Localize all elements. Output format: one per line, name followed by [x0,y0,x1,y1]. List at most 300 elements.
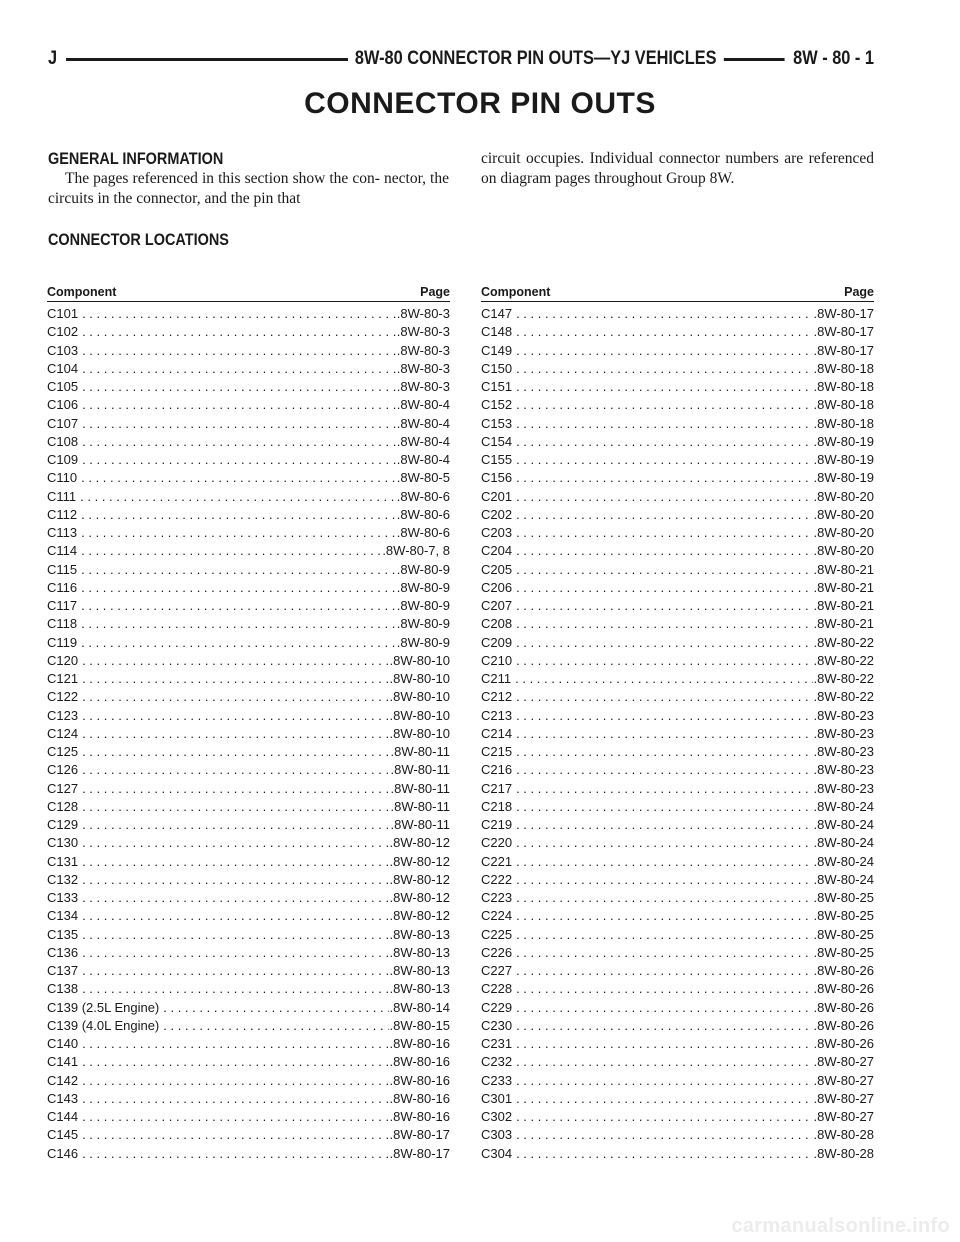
dot-leader [81,561,396,579]
connector-row [481,980,874,998]
dot-leader [81,579,396,597]
connector-row [481,378,874,396]
connector-row [481,1126,874,1144]
connector-row [481,524,874,542]
connector-page-ref: .8W-80-6 [396,506,450,522]
connector-page-ref: .8W-80-21 [813,579,874,595]
connector-id: C130 [47,835,79,851]
connector-id: C128 [47,798,79,814]
connector-id: C123 [47,707,79,723]
column-header-component: Component [47,285,117,299]
dot-leader [81,524,396,542]
connector-row [47,816,450,834]
dot-leader [516,926,812,944]
general-information-heading: GENERAL INFORMATION [48,149,224,168]
connector-id: C135 [47,926,79,942]
connector-id: C208 [481,616,513,632]
connector-page-ref: .8W-80-12 [389,871,450,887]
connector-row [481,396,874,414]
connector-id: C214 [481,725,513,741]
connector-page-ref: .8W-80-10 [389,652,450,668]
connector-page-ref: .8W-80-16 [389,1054,450,1070]
connector-row [47,433,450,451]
connector-page-ref: .8W-80-12 [389,908,450,924]
connector-row [47,360,450,378]
connector-page-ref: .8W-80-27 [813,1072,874,1088]
connector-row [47,670,450,688]
dot-leader [82,816,389,834]
connector-id: C150 [481,360,513,376]
connector-id: C204 [481,543,513,559]
connector-page-ref: .8W-80-9 [396,579,450,595]
connector-row [47,305,450,323]
dot-leader [163,999,388,1017]
connector-row [47,944,450,962]
dot-leader [163,1017,388,1035]
connector-id: C225 [481,926,513,942]
connector-id: C144 [47,1109,79,1124]
dot-leader [516,415,812,433]
connector-page-ref: .8W-80-9 [396,561,450,577]
dot-leader [516,506,812,524]
dot-leader [82,305,396,323]
dot-leader [516,834,812,852]
connector-row [481,834,874,852]
dot-leader [81,542,381,560]
dot-leader [516,761,812,779]
connector-id: C211 [481,671,512,686]
dot-leader [516,725,812,743]
connector-id: C121 [47,671,79,686]
connector-row [47,907,450,925]
connector-page-ref: .8W-80-26 [813,1036,874,1051]
connector-id: C210 [481,652,513,668]
connector-id: C218 [481,798,513,814]
connector-row [47,962,450,980]
dot-leader [81,469,396,487]
connector-row [481,652,874,670]
connector-page-ref: .8W-80-11 [390,817,450,832]
connector-id: C230 [481,1017,513,1033]
dot-leader [516,1090,812,1108]
connector-row [481,889,874,907]
connector-id: C137 [47,963,79,978]
dot-leader [82,761,389,779]
connector-id: C107 [47,415,79,431]
connector-id: C152 [481,397,513,413]
connector-rows-right [481,305,874,1163]
connector-page-ref: .8W-80-21 [813,561,874,577]
dot-leader [516,342,812,360]
dot-leader [516,378,812,396]
connector-id: C113 [47,525,78,540]
dot-leader [516,615,812,633]
connector-id: C209 [481,634,513,650]
connector-id: C134 [47,908,79,924]
connector-id: C105 [47,379,79,394]
connector-id: C212 [481,689,513,705]
dot-leader [516,1108,812,1126]
connector-row [481,944,874,962]
connector-page-ref: .8W-80-26 [813,963,874,978]
connector-row [481,1053,874,1071]
connector-id: C229 [481,999,513,1015]
connector-page-ref: .8W-80-4 [396,397,450,413]
header-section-letter: J [48,43,66,75]
column-header-page: Page [420,285,450,299]
connector-id: C139 (2.5L Engine) [47,999,160,1015]
connector-row [47,1090,450,1108]
dot-leader [82,725,388,743]
connector-id: C110 [47,470,78,486]
connector-id: C112 [47,506,78,522]
connector-page-ref: .8W-80-15 [389,1017,450,1033]
dot-leader [82,1108,388,1126]
connector-id: C156 [481,470,513,486]
connector-page-ref: .8W-80-18 [813,360,874,376]
connector-page-ref: .8W-80-20 [813,525,874,540]
connector-page-ref: .8W-80-23 [813,707,874,723]
connector-row [47,743,450,761]
connector-page-ref: .8W-80-3 [396,342,450,358]
connector-row [47,597,450,615]
connector-page-ref: .8W-80-21 [813,598,874,613]
connector-row [481,1072,874,1090]
dot-leader [82,1090,388,1108]
connector-id: C138 [47,981,79,997]
connector-id: C213 [481,707,513,723]
connector-id: C148 [481,324,513,340]
connector-row [481,579,874,597]
connector-row [481,999,874,1017]
connector-id: C102 [47,324,79,340]
connector-id: C221 [481,853,513,869]
dot-leader [82,1035,388,1053]
column-header [481,284,874,302]
connector-row [47,707,450,725]
connector-id: C116 [47,579,78,595]
dot-leader [82,962,388,980]
connector-id: C131 [47,853,79,869]
connector-id: C223 [481,890,513,905]
connector-id: C106 [47,397,79,413]
connector-row [481,433,874,451]
connector-row [47,342,450,360]
connector-page-ref: .8W-80-23 [813,744,874,759]
connector-row [47,1126,450,1144]
connector-row [481,451,874,469]
connector-page-ref: .8W-80-17 [813,324,874,340]
connector-page-ref: .8W-80-20 [813,506,874,522]
connector-row [47,1072,450,1090]
connector-row [47,1035,450,1053]
connector-page-ref: .8W-80-22 [813,689,874,705]
connector-id: C141 [47,1054,79,1070]
connector-page-ref: .8W-80-9 [396,634,450,650]
connector-page-ref: .8W-80-17 [389,1127,450,1143]
connector-id: C233 [481,1072,513,1088]
connector-row [481,926,874,944]
connector-id: C126 [47,762,79,778]
connector-id: C206 [481,579,513,595]
dot-leader [82,944,388,962]
connector-id: C155 [481,452,513,467]
connector-page-ref: .8W-80-24 [813,798,874,814]
dot-leader [82,652,388,670]
connector-row [481,634,874,652]
connector-row [47,561,450,579]
dot-leader [82,980,388,998]
connector-row [47,688,450,706]
connector-page-ref: .8W-80-17 [813,306,874,321]
connector-row [481,1108,874,1126]
connector-row [47,980,450,998]
connector-page-ref: .8W-80-9 [396,616,450,632]
connector-page-ref: .8W-80-20 [813,488,874,504]
connector-id: C133 [47,890,79,905]
connector-page-ref: .8W-80-19 [813,452,874,467]
connector-row [481,360,874,378]
connector-page-ref: .8W-80-26 [813,981,874,997]
connector-row [481,871,874,889]
watermark-text: carmanualsonline.info [731,1215,950,1237]
connector-row [481,561,874,579]
dot-leader [516,305,812,323]
connector-row [47,926,450,944]
connector-page-ref: .8W-80-18 [813,415,874,431]
connector-row [47,469,450,487]
connector-row [481,1145,874,1163]
connector-id: C227 [481,963,513,978]
connector-page-ref: .8W-80-12 [389,853,450,869]
dot-leader [516,780,812,798]
connector-page-ref: .8W-80-13 [389,981,450,997]
connector-id: C143 [47,1090,79,1106]
connector-row [47,396,450,414]
dot-leader [81,615,396,633]
connector-id: C228 [481,981,513,997]
connector-page-ref: .8W-80-25 [813,944,874,960]
connector-id: C111 [47,488,77,504]
dot-leader [516,488,812,506]
connector-id: C301 [481,1090,513,1106]
connector-page-ref: .8W-80-13 [389,963,450,978]
connector-page-ref: .8W-80-17 [389,1145,450,1161]
connector-locations-heading: CONNECTOR LOCATIONS [48,230,229,249]
connector-row [481,615,874,633]
dot-leader [515,670,812,688]
dot-leader [516,688,812,706]
connector-row [47,889,450,907]
dot-leader [516,944,812,962]
connector-row [47,579,450,597]
connector-page-ref: .8W-80-16 [389,1090,450,1106]
connector-id: C124 [47,725,79,741]
connector-row [47,652,450,670]
page-header [48,43,874,77]
connector-id: C146 [47,1145,79,1161]
connector-page-ref: .8W-80-18 [813,397,874,413]
connector-id: C220 [481,835,513,851]
connector-page-ref: .8W-80-13 [389,944,450,960]
dot-leader [516,433,812,451]
dot-leader [516,1145,812,1163]
connector-id: C153 [481,415,513,431]
connector-row [481,1035,874,1053]
connector-id: C104 [47,360,79,376]
dot-leader [516,542,812,560]
connector-row [481,542,874,560]
connector-page-ref: .8W-80-11 [390,744,450,759]
dot-leader [81,506,396,524]
connector-row [481,907,874,925]
connector-page-ref: .8W-80-13 [389,926,450,942]
dot-leader [82,342,396,360]
connector-id: C118 [47,616,78,632]
dot-leader [82,798,389,816]
connector-id: C136 [47,944,79,960]
connector-page-ref: .8W-80-17 [813,342,874,358]
connector-row [47,378,450,396]
dot-leader [516,962,812,980]
dot-leader [82,451,396,469]
connector-page-ref: .8W-80-22 [813,634,874,650]
dot-leader [516,853,812,871]
dot-leader [516,597,812,615]
connector-row [481,1017,874,1035]
connector-row [47,1145,450,1163]
connector-page-ref: .8W-80-14 [389,999,450,1015]
connector-id: C151 [481,379,513,394]
connector-page-ref: .8W-80-26 [813,999,874,1015]
connector-row [481,1090,874,1108]
connector-id: C142 [47,1072,79,1088]
connector-id: C202 [481,506,513,522]
dot-leader [82,1053,388,1071]
dot-leader [82,360,396,378]
dot-leader [516,1035,812,1053]
connector-row [481,743,874,761]
connector-page-ref: .8W-80-19 [813,433,874,449]
dot-leader [81,597,396,615]
connector-page-ref: .8W-80-25 [813,890,874,905]
dot-leader [516,1072,812,1090]
column-header-component: Component [481,285,551,299]
connector-page-ref: .8W-80-4 [396,452,450,467]
connector-id: C145 [47,1127,79,1143]
connector-page-ref: .8W-80-24 [813,817,874,832]
connector-row [481,853,874,871]
connector-page-ref: .8W-80-12 [389,835,450,851]
dot-leader [516,1053,812,1071]
connector-id: C149 [481,342,513,358]
dot-leader [82,1145,388,1163]
connector-row [47,834,450,852]
connector-id: C129 [47,817,79,832]
connector-row [47,542,450,560]
dot-leader [82,743,389,761]
dot-leader [82,396,396,414]
connector-id: C147 [481,306,513,321]
dot-leader [516,524,812,542]
dot-leader [516,360,812,378]
dot-leader [82,926,388,944]
connector-id: C232 [481,1054,513,1070]
connector-id: C119 [47,634,78,650]
connector-page-ref: .8W-80-24 [813,853,874,869]
dot-leader [516,652,812,670]
connector-row [47,798,450,816]
connector-row [481,707,874,725]
connector-id: C114 [47,543,78,559]
connector-page-ref: .8W-80-22 [813,652,874,668]
connector-page-ref: .8W-80-3 [396,306,450,321]
connector-row [47,853,450,871]
connector-row [481,415,874,433]
connector-row [481,506,874,524]
dot-leader [516,1126,812,1144]
connector-row [47,871,450,889]
connector-page-ref: .8W-80-23 [813,762,874,778]
connector-page-ref: .8W-80-25 [813,908,874,924]
connector-page-ref: .8W-80-23 [813,780,874,796]
dot-leader [80,488,396,506]
dot-leader [516,707,812,725]
dot-leader [516,743,812,761]
connector-id: C109 [47,452,79,467]
connector-id: C154 [481,433,513,449]
connector-row [481,488,874,506]
connector-page-ref: .8W-80-28 [813,1127,874,1143]
connector-row [47,488,450,506]
connector-rows-left [47,305,450,1163]
connector-id: C120 [47,652,79,668]
dot-leader [516,451,812,469]
connector-id: C224 [481,908,513,924]
connector-row [481,670,874,688]
dot-leader [82,1126,388,1144]
connector-page-ref: .8W-80-10 [389,671,450,686]
connector-row [481,780,874,798]
connector-row [481,323,874,341]
dot-leader [82,907,388,925]
dot-leader [82,323,396,341]
dot-leader [516,999,812,1017]
connector-id: C132 [47,871,79,887]
connector-list-left [47,284,450,1163]
dot-leader [516,907,812,925]
connector-id: C222 [481,871,513,887]
connector-page-ref: .8W-80-11 [390,780,450,796]
dot-leader [516,1017,812,1035]
connector-row [47,780,450,798]
connector-page-ref: .8W-80-23 [813,725,874,741]
connector-page-ref: .8W-80-16 [389,1109,450,1124]
connector-page-ref: .8W-80-3 [396,379,450,394]
dot-leader [82,871,388,889]
connector-id: C304 [481,1145,513,1161]
connector-row [481,305,874,323]
dot-leader [516,889,812,907]
connector-id: C139 (4.0L Engine) [47,1017,160,1033]
connector-id: C302 [481,1109,513,1124]
connector-page-ref: .8W-80-10 [389,689,450,705]
connector-row [47,1053,450,1071]
connector-row [47,415,450,433]
connector-row [481,469,874,487]
dot-leader [81,634,396,652]
connector-page-ref: .8W-80-9 [396,598,450,613]
